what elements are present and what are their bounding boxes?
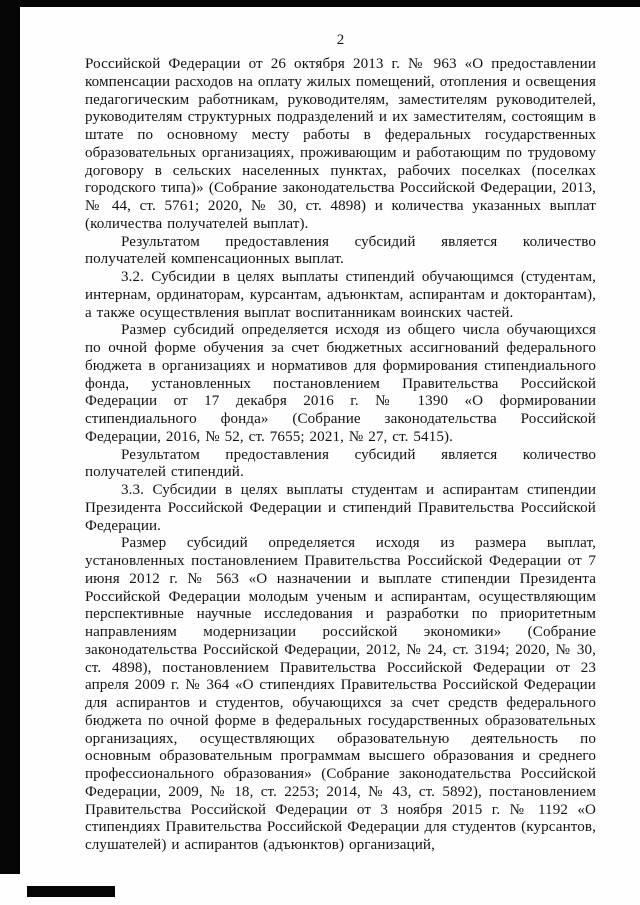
- scan-artifact-top-edge: [0, 0, 640, 7]
- page-number: 2: [336, 32, 345, 48]
- paragraph-3-2: 3.2. Субсидии в целях выплаты стипендий обучающимся (студентам, интернам, ординаторам, курсантам, адъюнктам, аспирантам и докторантам), а также осуществления выплат воспитанникам воинских частей.: [85, 269, 596, 321]
- paragraph-result-stipends: Результатом предоставления субсидий является количество получателей стипендий.: [85, 446, 596, 481]
- scan-artifact-bottom-mark: [27, 886, 115, 897]
- paragraph-3-3-size: Размер субсидий определяется исходя из размера выплат, установленных постановлением Правительства Российской Федерации от 7 июня 2012 г. № 563 «О назначении и выплате стипендии Президента Российской Федерации молодым ученым и аспирантам, осуществляющим перспективные научные исследования и разработки по приоритетным направлениям модернизации российской экономики» (Собрание законодательства Российской Федерации, 2012, № 24, ст. 3194; 2020, № 30, ст. 4898), постановлением Правительства Российской Федерации от 23 апреля 2009 г. № 364 «О стипендиях Правительства Российской Федерации для аспирантов и студентов, обучающихся за счет средств федерального бюджета по очной форме в федеральных государственных образовательных организациях, осуществляющих образовательную деятельность по основным образовательным программам высшего образования и среднего профессионального образования» (Собрание законодательства Российской Федерации, 2009, № 18, ст. 2253; 2014, № 43, ст. 5892), постановлением Правительства Российской Федерации от 3 ноября 2015 г. № 1192 «О стипендиях Правительства Российской Федерации для студентов (курсантов, слушателей) и аспирантов (адъюнктов) организаций,: [85, 535, 596, 853]
- paragraph-result-compensation: Результатом предоставления субсидий является количество получателей компенсационных выплат.: [85, 233, 596, 268]
- scan-artifact-left-edge: [0, 0, 20, 874]
- paragraph-continuation: Российской Федерации от 26 октября 2013 г. № 963 «О предоставлении компенсации расходов на оплату жилых помещений, отопления и освещения педагогическим работникам, руководителям, заместителям руководителей, руководителям структурных подразделений и их заместителям, состоящим в штате по основному месту работы в федеральных государственных образовательных организациях, проживающим и работающим по трудовому договору в сельских населенных пунктах, рабочих поселках (поселках городского типа)» (Собрание законодательства Российской Федерации, 2013, № 44, ст. 5761; 2020, № 30, ст. 4898) и количества указанных выплат (количества получателей выплат).: [85, 56, 596, 232]
- paragraph-3-2-size: Размер субсидий определяется исходя из общего числа обучающихся по очной форме обучения за счет бюджетных ассигнований федерального бюджета в организациях и нормативов для формирования стипендиального фонда, установленных постановлением Правительства Российской Федерации от 17 декабря 2016 г. № 1390 «О формировании стипендиального фонда» (Собрание законодательства Российской Федерации, 2016, № 52, ст. 7655; 2021, № 27, ст. 5415).: [85, 322, 596, 445]
- paragraph-3-3: 3.3. Субсидии в целях выплаты студентам и аспирантам стипендии Президента Российской Федерации и стипендий Правительства Российской Федерации.: [85, 482, 596, 534]
- document-body: [85, 56, 596, 855]
